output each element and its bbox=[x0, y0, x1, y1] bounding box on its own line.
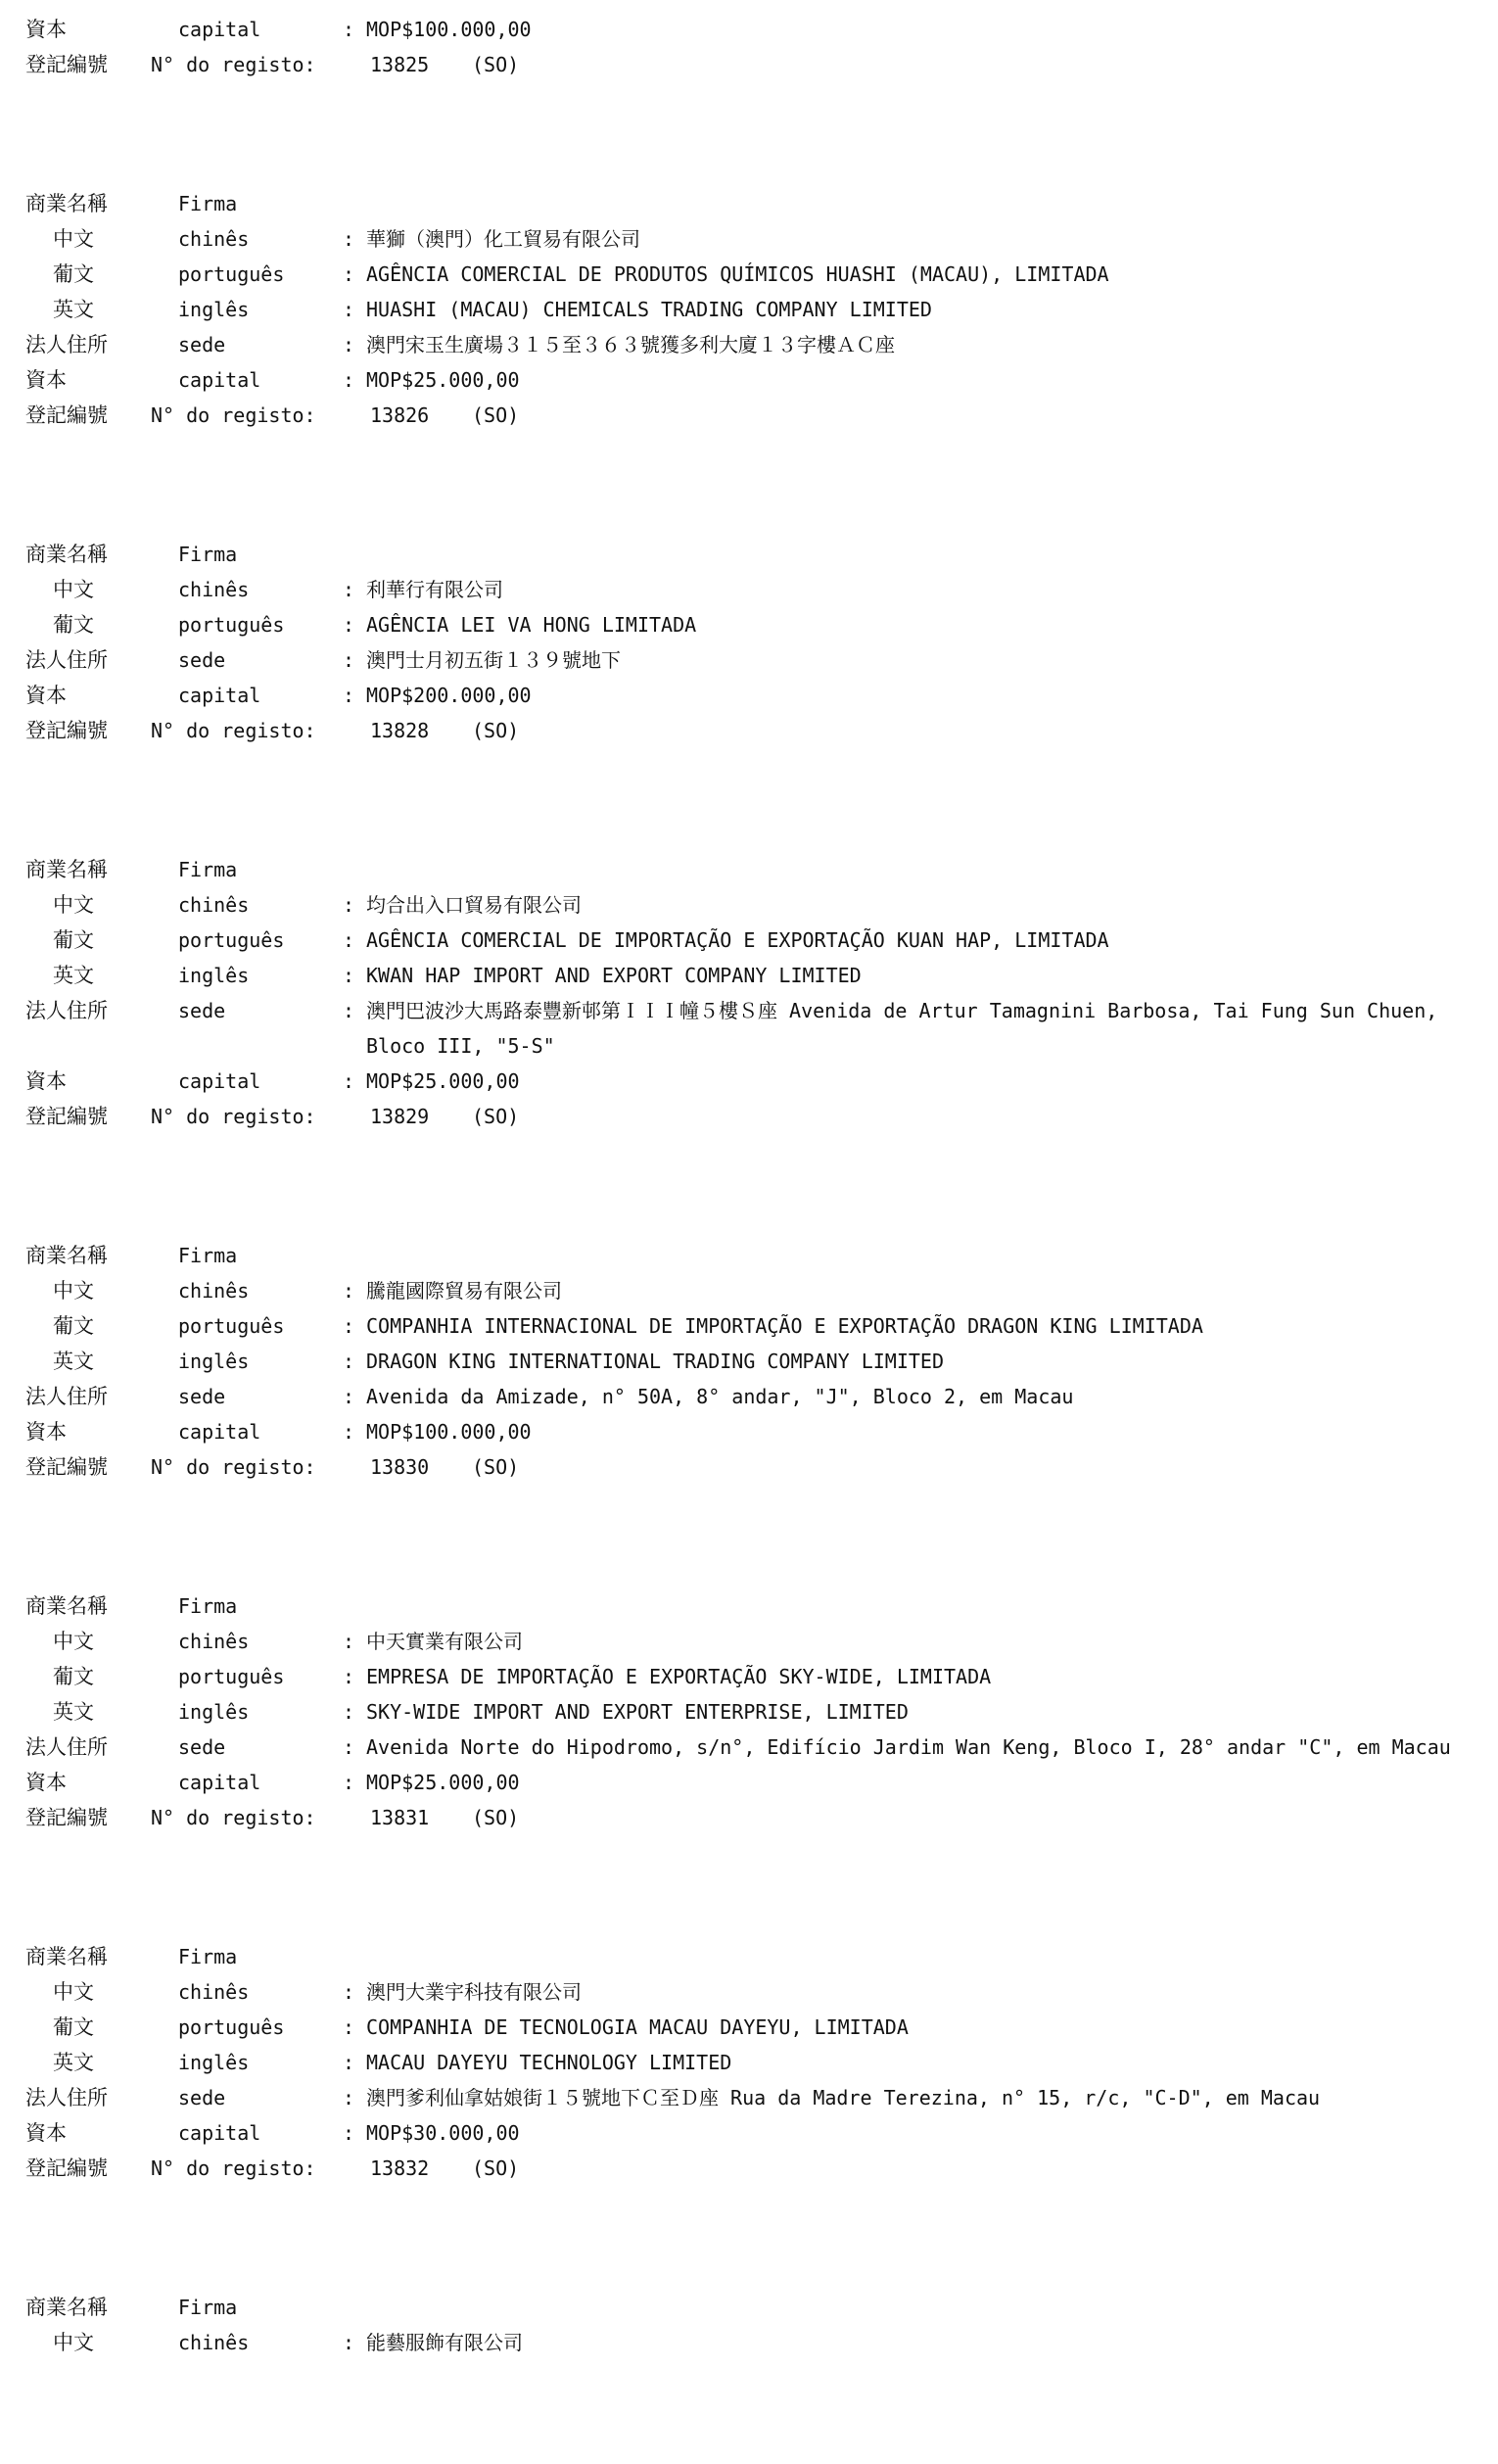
registo-so: (SO) bbox=[472, 1806, 520, 1829]
chines-value: 澳門大業宇科技有限公司 bbox=[366, 1980, 582, 2004]
firma-label-pt: Firma bbox=[178, 2296, 238, 2319]
chines-row bbox=[25, 572, 1475, 607]
portugues-row bbox=[25, 923, 1475, 958]
registo-label-pt: N° do registo: bbox=[151, 1455, 316, 1479]
ingles-row bbox=[25, 292, 1475, 327]
capital-row bbox=[25, 362, 1475, 398]
registo-label-zh: 登記編號 bbox=[25, 1105, 108, 1128]
registo-label-zh: 登記編號 bbox=[25, 53, 108, 76]
registo-so: (SO) bbox=[472, 719, 520, 742]
capital-label-zh: 資本 bbox=[25, 18, 67, 41]
portugues-label-pt: português bbox=[178, 2015, 285, 2039]
registo-number: 13829 bbox=[370, 1105, 430, 1128]
ingles-label-pt: inglês bbox=[178, 964, 250, 987]
chines-value: 華獅（澳門）化工貿易有限公司 bbox=[366, 227, 640, 251]
ingles-label-pt: inglês bbox=[178, 1700, 250, 1724]
ingles-row bbox=[25, 1694, 1475, 1730]
ingles-row bbox=[25, 1344, 1475, 1379]
separator: : bbox=[343, 1420, 355, 1444]
registo-row bbox=[25, 1449, 1475, 1485]
chines-label-zh: 中文 bbox=[53, 1279, 94, 1303]
separator: : bbox=[343, 613, 355, 637]
sede-label-zh: 法人住所 bbox=[25, 2086, 108, 2109]
sede-label-zh: 法人住所 bbox=[25, 648, 108, 672]
capital-label-zh: 資本 bbox=[25, 2121, 67, 2145]
chines-row bbox=[25, 221, 1475, 257]
sede-row bbox=[25, 642, 1475, 678]
separator: : bbox=[343, 1700, 355, 1724]
registo-label-zh: 登記編號 bbox=[25, 719, 108, 742]
capital-row bbox=[25, 678, 1475, 713]
sede-value: 澳門爹利仙拿姑娘街１５號地下Ｃ至Ｄ座 Rua da Madre Terezina, n° 15, r/c, "C-D", em Macau bbox=[366, 2086, 1321, 2109]
registo-so: (SO) bbox=[472, 1105, 520, 1128]
separator: : bbox=[343, 1980, 355, 2004]
chines-label-pt: chinês bbox=[178, 227, 250, 251]
registo-row bbox=[25, 1800, 1475, 1835]
separator: : bbox=[343, 1279, 355, 1303]
capital-label-pt: capital bbox=[178, 2121, 261, 2145]
portugues-value: COMPANHIA DE TECNOLOGIA MACAU DAYEYU, LIMITADA bbox=[366, 2015, 909, 2039]
sede-row bbox=[25, 993, 1475, 1064]
chines-value: 騰龍國際貿易有限公司 bbox=[366, 1279, 562, 1303]
firma-label-zh: 商業名稱 bbox=[25, 1945, 108, 1968]
capital-label-zh: 資本 bbox=[25, 684, 67, 707]
chines-row bbox=[25, 2325, 1475, 2360]
ingles-label-zh: 英文 bbox=[53, 2051, 94, 2074]
capital-label-zh: 資本 bbox=[25, 1771, 67, 1794]
firma-row bbox=[25, 186, 1475, 221]
registo-number: 13825 bbox=[370, 53, 430, 76]
firma-label-zh: 商業名稱 bbox=[25, 858, 108, 881]
capital-label-pt: capital bbox=[178, 684, 261, 707]
separator: : bbox=[343, 2121, 355, 2145]
firma-label-pt: Firma bbox=[178, 858, 238, 881]
sede-value: 澳門巴波沙大馬路泰豐新邨第ＩＩＩ幢５樓Ｓ座 Avenida de Artur Tamagnini Barbosa, Tai Fung Sun Chuen, Bloco III, "5-S" bbox=[366, 999, 1438, 1058]
capital-value: MOP$100.000,00 bbox=[366, 18, 532, 41]
registo-label-pt: N° do registo: bbox=[151, 2156, 316, 2180]
portugues-value: AGÊNCIA COMERCIAL DE IMPORTAÇÃO E EXPORTAÇÃO KUAN HAP, LIMITADA bbox=[366, 928, 1109, 952]
chines-label-pt: chinês bbox=[178, 893, 250, 917]
firma-row bbox=[25, 2290, 1475, 2325]
record bbox=[25, 186, 1475, 433]
capital-row bbox=[25, 1064, 1475, 1099]
sede-label-pt: sede bbox=[178, 1385, 226, 1408]
separator: : bbox=[343, 18, 355, 41]
separator: : bbox=[343, 2015, 355, 2039]
portugues-label-pt: português bbox=[178, 613, 285, 637]
chines-label-zh: 中文 bbox=[53, 227, 94, 251]
firma-label-pt: Firma bbox=[178, 1244, 238, 1267]
separator: : bbox=[343, 2086, 355, 2109]
sede-label-pt: sede bbox=[178, 648, 226, 672]
chines-value: 利華行有限公司 bbox=[366, 578, 503, 601]
registo-row bbox=[25, 2151, 1475, 2186]
portugues-label-pt: português bbox=[178, 262, 285, 286]
separator: : bbox=[343, 1069, 355, 1093]
separator: : bbox=[343, 262, 355, 286]
capital-value: MOP$25.000,00 bbox=[366, 1771, 520, 1794]
chines-value: 中天實業有限公司 bbox=[366, 1630, 523, 1653]
ingles-label-pt: inglês bbox=[178, 1350, 250, 1373]
capital-label-pt: capital bbox=[178, 18, 261, 41]
portugues-value: COMPANHIA INTERNACIONAL DE IMPORTAÇÃO E EXPORTAÇÃO DRAGON KING LIMITADA bbox=[366, 1314, 1203, 1338]
chines-label-zh: 中文 bbox=[53, 1630, 94, 1653]
capital-label-pt: capital bbox=[178, 1069, 261, 1093]
separator: : bbox=[343, 1735, 355, 1759]
ingles-value: SKY-WIDE IMPORT AND EXPORT ENTERPRISE, LIMITED bbox=[366, 1700, 909, 1724]
chines-label-pt: chinês bbox=[178, 1630, 250, 1653]
chines-row bbox=[25, 1624, 1475, 1659]
separator: : bbox=[343, 578, 355, 601]
capital-row bbox=[25, 12, 1475, 47]
sede-label-zh: 法人住所 bbox=[25, 999, 108, 1022]
sede-label-zh: 法人住所 bbox=[25, 1385, 108, 1408]
ingles-label-zh: 英文 bbox=[53, 298, 94, 321]
chines-value: 均合出入口貿易有限公司 bbox=[366, 893, 582, 917]
portugues-row bbox=[25, 1308, 1475, 1344]
chines-label-zh: 中文 bbox=[53, 893, 94, 917]
portugues-label-zh: 葡文 bbox=[53, 1665, 94, 1688]
registo-number: 13828 bbox=[370, 719, 430, 742]
capital-label-pt: capital bbox=[178, 1420, 261, 1444]
sede-value: Avenida Norte do Hipodromo, s/n°, Edifício Jardim Wan Keng, Bloco I, 28° andar "C", em Macau bbox=[366, 1735, 1451, 1759]
sede-label-pt: sede bbox=[178, 333, 226, 356]
capital-value: MOP$200.000,00 bbox=[366, 684, 532, 707]
capital-value: MOP$25.000,00 bbox=[366, 368, 520, 392]
ingles-value: DRAGON KING INTERNATIONAL TRADING COMPANY LIMITED bbox=[366, 1350, 945, 1373]
firma-label-zh: 商業名稱 bbox=[25, 1594, 108, 1618]
portugues-label-zh: 葡文 bbox=[53, 2015, 94, 2039]
separator: : bbox=[343, 1630, 355, 1653]
registo-number: 13830 bbox=[370, 1455, 430, 1479]
chines-label-zh: 中文 bbox=[53, 2331, 94, 2354]
separator: : bbox=[343, 964, 355, 987]
chines-label-zh: 中文 bbox=[53, 578, 94, 601]
separator: : bbox=[343, 684, 355, 707]
ingles-label-zh: 英文 bbox=[53, 1350, 94, 1373]
sede-label-zh: 法人住所 bbox=[25, 1735, 108, 1759]
registo-label-zh: 登記編號 bbox=[25, 1455, 108, 1479]
capital-label-zh: 資本 bbox=[25, 368, 67, 392]
registo-number: 13832 bbox=[370, 2156, 430, 2180]
registo-label-zh: 登記編號 bbox=[25, 2156, 108, 2180]
ingles-label-zh: 英文 bbox=[53, 964, 94, 987]
portugues-value: EMPRESA DE IMPORTAÇÃO E EXPORTAÇÃO SKY-WIDE, LIMITADA bbox=[366, 1665, 992, 1688]
registo-label-zh: 登記編號 bbox=[25, 1806, 108, 1829]
capital-value: MOP$30.000,00 bbox=[366, 2121, 520, 2145]
capital-label-pt: capital bbox=[178, 1771, 261, 1794]
registo-so: (SO) bbox=[472, 53, 520, 76]
ingles-row bbox=[25, 958, 1475, 993]
firma-row bbox=[25, 1588, 1475, 1624]
sede-value: 澳門士月初五街１３９號地下 bbox=[366, 648, 621, 672]
separator: : bbox=[343, 648, 355, 672]
chines-row bbox=[25, 1974, 1475, 2010]
registo-so: (SO) bbox=[472, 2156, 520, 2180]
record bbox=[25, 1588, 1475, 1835]
capital-value: MOP$100.000,00 bbox=[366, 1420, 532, 1444]
separator: : bbox=[343, 298, 355, 321]
firma-row bbox=[25, 1939, 1475, 1974]
portugues-label-pt: português bbox=[178, 1314, 285, 1338]
registo-number: 13826 bbox=[370, 403, 430, 427]
registo-label-pt: N° do registo: bbox=[151, 1105, 316, 1128]
record bbox=[25, 2290, 1475, 2360]
registo-label-pt: N° do registo: bbox=[151, 403, 316, 427]
sede-label-pt: sede bbox=[178, 1735, 226, 1759]
sede-label-zh: 法人住所 bbox=[25, 333, 108, 356]
separator: : bbox=[343, 1771, 355, 1794]
registo-label-pt: N° do registo: bbox=[151, 719, 316, 742]
chines-row bbox=[25, 887, 1475, 923]
record bbox=[25, 1238, 1475, 1485]
ingles-label-pt: inglês bbox=[178, 2051, 250, 2074]
sede-row bbox=[25, 2080, 1475, 2115]
capital-label-pt: capital bbox=[178, 368, 261, 392]
sede-label-pt: sede bbox=[178, 2086, 226, 2109]
separator: : bbox=[343, 1350, 355, 1373]
record bbox=[25, 537, 1475, 748]
separator: : bbox=[343, 368, 355, 392]
chines-value: 能藝服飾有限公司 bbox=[366, 2331, 523, 2354]
ingles-value: MACAU DAYEYU TECHNOLOGY LIMITED bbox=[366, 2051, 732, 2074]
firma-row bbox=[25, 537, 1475, 572]
ingles-row bbox=[25, 2045, 1475, 2080]
portugues-label-pt: português bbox=[178, 928, 285, 952]
separator: : bbox=[343, 1385, 355, 1408]
capital-label-zh: 資本 bbox=[25, 1069, 67, 1093]
capital-label-zh: 資本 bbox=[25, 1420, 67, 1444]
chines-label-pt: chinês bbox=[178, 2331, 250, 2354]
chines-label-zh: 中文 bbox=[53, 1980, 94, 2004]
registo-row bbox=[25, 1099, 1475, 1134]
portugues-label-zh: 葡文 bbox=[53, 1314, 94, 1338]
capital-row bbox=[25, 1765, 1475, 1800]
firma-label-pt: Firma bbox=[178, 1945, 238, 1968]
separator: : bbox=[343, 2331, 355, 2354]
sede-row bbox=[25, 1730, 1475, 1765]
firma-label-pt: Firma bbox=[178, 1594, 238, 1618]
ingles-label-zh: 英文 bbox=[53, 1700, 94, 1724]
sede-value: 澳門宋玉生廣場３１５至３６３號獲多利大廈１３字樓ＡＣ座 bbox=[366, 333, 895, 356]
separator: : bbox=[343, 928, 355, 952]
portugues-value: AGÊNCIA COMERCIAL DE PRODUTOS QUÍMICOS HUASHI (MACAU), LIMITADA bbox=[366, 262, 1109, 286]
ingles-label-pt: inglês bbox=[178, 298, 250, 321]
portugues-label-zh: 葡文 bbox=[53, 262, 94, 286]
portugues-value: AGÊNCIA LEI VA HONG LIMITADA bbox=[366, 613, 697, 637]
separator: : bbox=[343, 1314, 355, 1338]
portugues-row bbox=[25, 607, 1475, 642]
firma-label-pt: Firma bbox=[178, 192, 238, 215]
chines-label-pt: chinês bbox=[178, 1980, 250, 2004]
capital-value: MOP$25.000,00 bbox=[366, 1069, 520, 1093]
separator: : bbox=[343, 2051, 355, 2074]
chines-row bbox=[25, 1273, 1475, 1308]
registry-document bbox=[25, 12, 1475, 2464]
portugues-label-zh: 葡文 bbox=[53, 928, 94, 952]
separator: : bbox=[343, 999, 355, 1022]
capital-row bbox=[25, 2115, 1475, 2151]
chines-label-pt: chinês bbox=[178, 1279, 250, 1303]
registo-row bbox=[25, 47, 1475, 82]
portugues-row bbox=[25, 1659, 1475, 1694]
ingles-value: KWAN HAP IMPORT AND EXPORT COMPANY LIMITED bbox=[366, 964, 862, 987]
registo-number: 13831 bbox=[370, 1806, 430, 1829]
firma-label-zh: 商業名稱 bbox=[25, 543, 108, 566]
firma-label-zh: 商業名稱 bbox=[25, 2296, 108, 2319]
separator: : bbox=[343, 893, 355, 917]
firma-label-zh: 商業名稱 bbox=[25, 1244, 108, 1267]
chines-label-pt: chinês bbox=[178, 578, 250, 601]
sede-value: Avenida da Amizade, n° 50A, 8° andar, "J", Bloco 2, em Macau bbox=[366, 1385, 1074, 1408]
portugues-label-zh: 葡文 bbox=[53, 613, 94, 637]
registo-row bbox=[25, 713, 1475, 748]
separator: : bbox=[343, 1665, 355, 1688]
registo-row bbox=[25, 398, 1475, 433]
sede-row bbox=[25, 327, 1475, 362]
portugues-label-pt: português bbox=[178, 1665, 285, 1688]
sede-row bbox=[25, 1379, 1475, 1414]
firma-label-zh: 商業名稱 bbox=[25, 192, 108, 215]
registo-so: (SO) bbox=[472, 1455, 520, 1479]
sede-label-pt: sede bbox=[178, 999, 226, 1022]
portugues-row bbox=[25, 257, 1475, 292]
record-head bbox=[25, 12, 1475, 82]
firma-row bbox=[25, 1238, 1475, 1273]
record bbox=[25, 1939, 1475, 2186]
separator: : bbox=[343, 227, 355, 251]
record bbox=[25, 852, 1475, 1134]
separator: : bbox=[343, 333, 355, 356]
portugues-row bbox=[25, 2010, 1475, 2045]
registo-so: (SO) bbox=[472, 403, 520, 427]
capital-row bbox=[25, 1414, 1475, 1449]
firma-label-pt: Firma bbox=[178, 543, 238, 566]
registo-label-pt: N° do registo: bbox=[151, 53, 316, 76]
registo-label-zh: 登記編號 bbox=[25, 403, 108, 427]
firma-row bbox=[25, 852, 1475, 887]
registo-label-pt: N° do registo: bbox=[151, 1806, 316, 1829]
record-list bbox=[25, 186, 1475, 2360]
ingles-value: HUASHI (MACAU) CHEMICALS TRADING COMPANY LIMITED bbox=[366, 298, 932, 321]
